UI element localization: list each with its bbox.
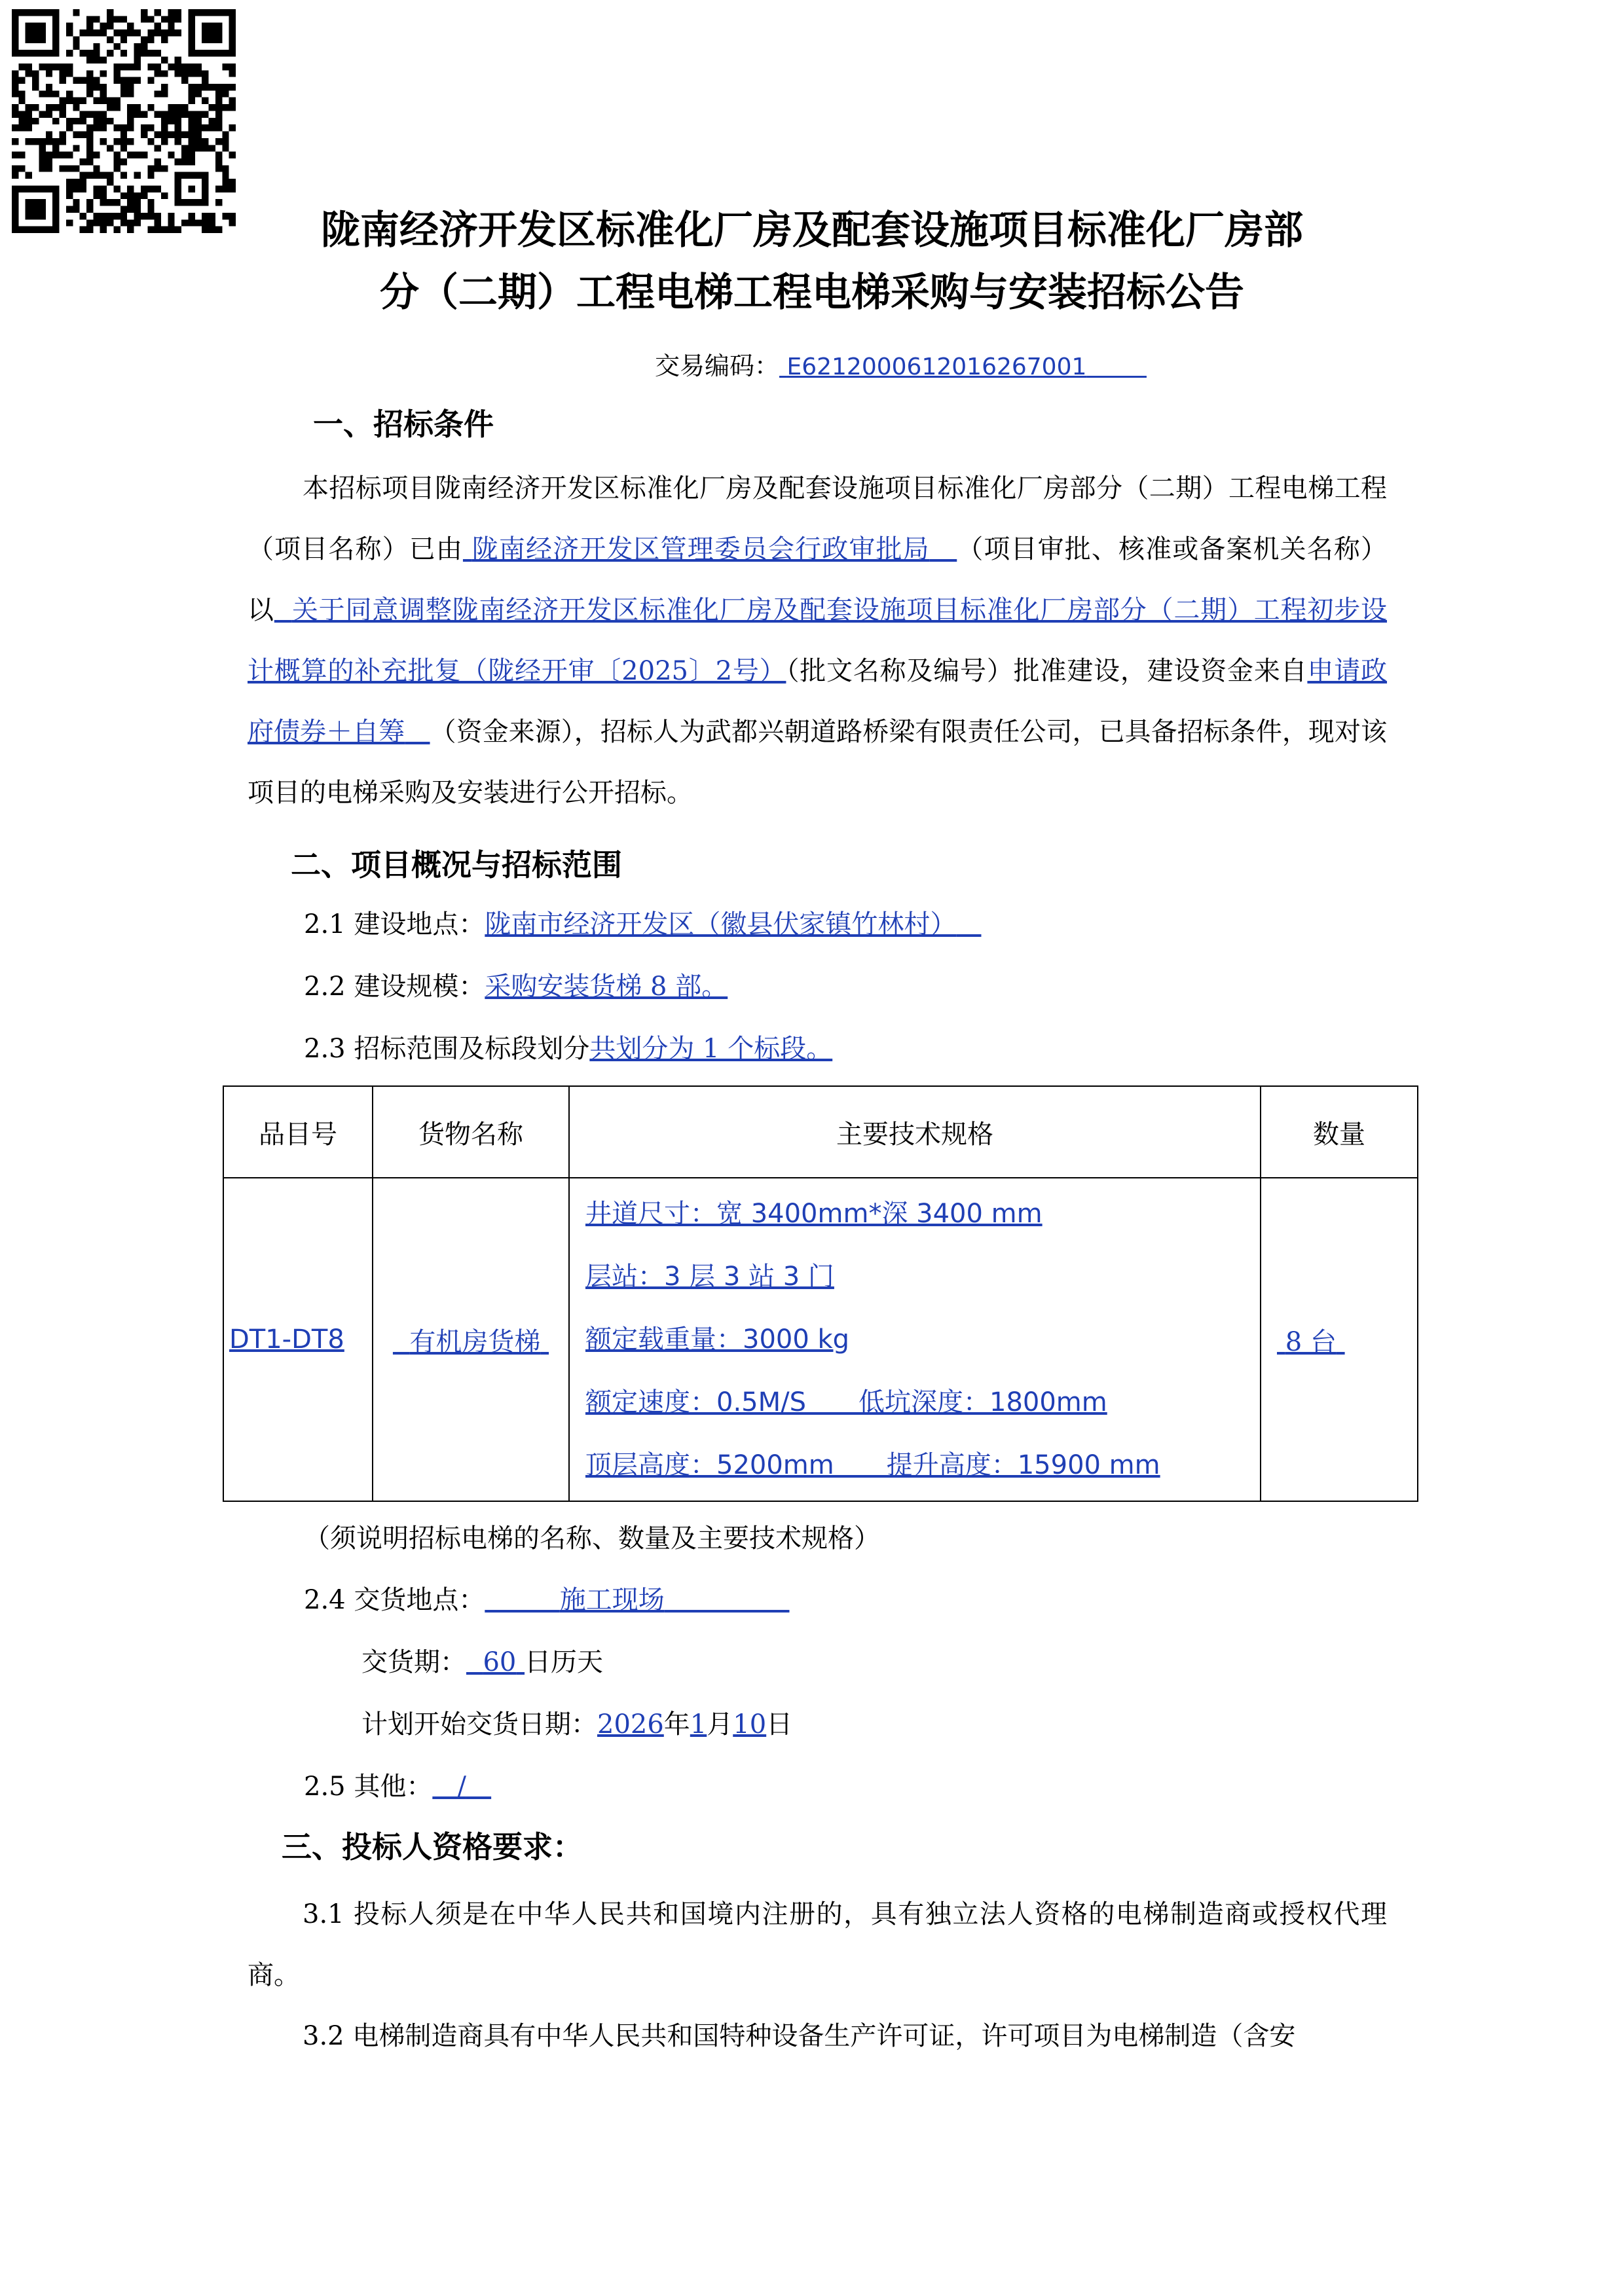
construction-location: 2.1 建设地点：陇南市经济开发区（徽县伏家镇竹林村） <box>304 909 957 939</box>
header-quantity: 数量 <box>1261 1086 1418 1178</box>
section-3-heading: 三、投标人资格要求： <box>282 1829 583 1865</box>
header-goods-name: 货物名称 <box>373 1086 569 1178</box>
cell-item-no: DT1-DT8 <box>223 1178 373 1501</box>
table-note: （须说明招标电梯的名称、数量及主要技术规格） <box>304 1523 880 1554</box>
header-tech-spec: 主要技术规格 <box>569 1086 1261 1178</box>
trade-code-label: 交易编码： <box>655 352 780 380</box>
header-item-no: 品目号 <box>223 1086 373 1178</box>
spec-line: 额定速度：0.5M/S 低坑深度：1800mm <box>585 1387 1107 1417</box>
delivery-period: 交货期： 60 日历天 <box>361 1647 604 1677</box>
section-1-paragraph: 本招标项目陇南经济开发区标准化厂房及配套设施项目标准化厂房部分（二期）工程电梯工程（项目名称）已由 陇南经济开发区管理委员会行政审批局 （项目审批、核准或备案机关名称）以 关于同意调整陇南经济开发区标准化厂房及配套设施项目标准化厂房部分（二期）工程初步设计概算的补充批复（陇经开审〔2025〕2号）（批文名称及编号）批准建设，建设资金来自申请政府债券＋自筹 （资金来源），招标人为武都兴朝道路桥梁有限责任公司，已具备招标条件，现对该项目的电梯采购及安装进行公开招标。 <box>248 473 1388 808</box>
trade-code <box>655 346 1147 382</box>
tender-scope: 2.3 招标范围及标段划分共划分为 1 个标段。 <box>304 1034 833 1064</box>
delivery-place: 2.4 交货地点： 施工现场 <box>304 1585 665 1615</box>
title-line-1: 陇南经济开发区标准化厂房及配套设施项目标准化厂房部 <box>321 208 1303 253</box>
table-header-row <box>223 1086 1418 1178</box>
spec-line: 层站：3 层 3 站 3 门 <box>585 1262 834 1292</box>
spec-line: 井道尺寸：宽 3400mm*深 3400 mm <box>585 1199 1043 1229</box>
table-row <box>223 1178 1418 1501</box>
trade-code-value: E6212000612016267001 <box>786 354 1087 380</box>
spec-line: 额定载重量：3000 kg <box>585 1324 850 1355</box>
section-1-heading: 一、招标条件 <box>313 407 494 442</box>
qualification-item-1: 3.1 投标人须是在中华人民共和国境内注册的，具有独立法人资格的电梯制造商或授权代理商。 <box>248 1899 1387 1990</box>
cell-tech-spec <box>569 1178 1261 1501</box>
fund-source: 申请政府债券＋自筹 <box>248 656 1388 747</box>
approval-doc: 关于同意调整陇南经济开发区标准化厂房及配套设施项目标准化厂房部分（二期）工程初步设计概算的补充批复（陇经开审〔2025〕2号） <box>248 595 1388 686</box>
specification-table <box>223 1085 1418 1502</box>
document-title <box>164 200 1460 324</box>
cell-quantity: 8 台 <box>1261 1178 1418 1501</box>
construction-scale: 2.2 建设规模：采购安装货梯 8 部。 <box>304 972 728 1002</box>
spec-line: 顶层高度：5200mm 提升高度：15900 mm <box>585 1450 1160 1480</box>
other-info: 2.5 其他： / <box>304 1772 466 1802</box>
qualification-item-2: 3.2 电梯制造商具有中华人民共和国特种设备生产许可证，许可项目为电梯制造（含安 <box>303 2021 1296 2051</box>
planned-delivery-date: 计划开始交货日期：2026年1月10日 <box>361 1709 793 1740</box>
cell-goods-name: 有机房货梯 <box>373 1178 569 1501</box>
title-line-2: 分（二期）工程电梯工程电梯采购与安装招标公告 <box>380 270 1244 316</box>
approval-org: 陇南经济开发区管理委员会行政审批局 <box>471 534 930 564</box>
section-2-heading: 二、项目概况与招标范围 <box>291 847 622 883</box>
